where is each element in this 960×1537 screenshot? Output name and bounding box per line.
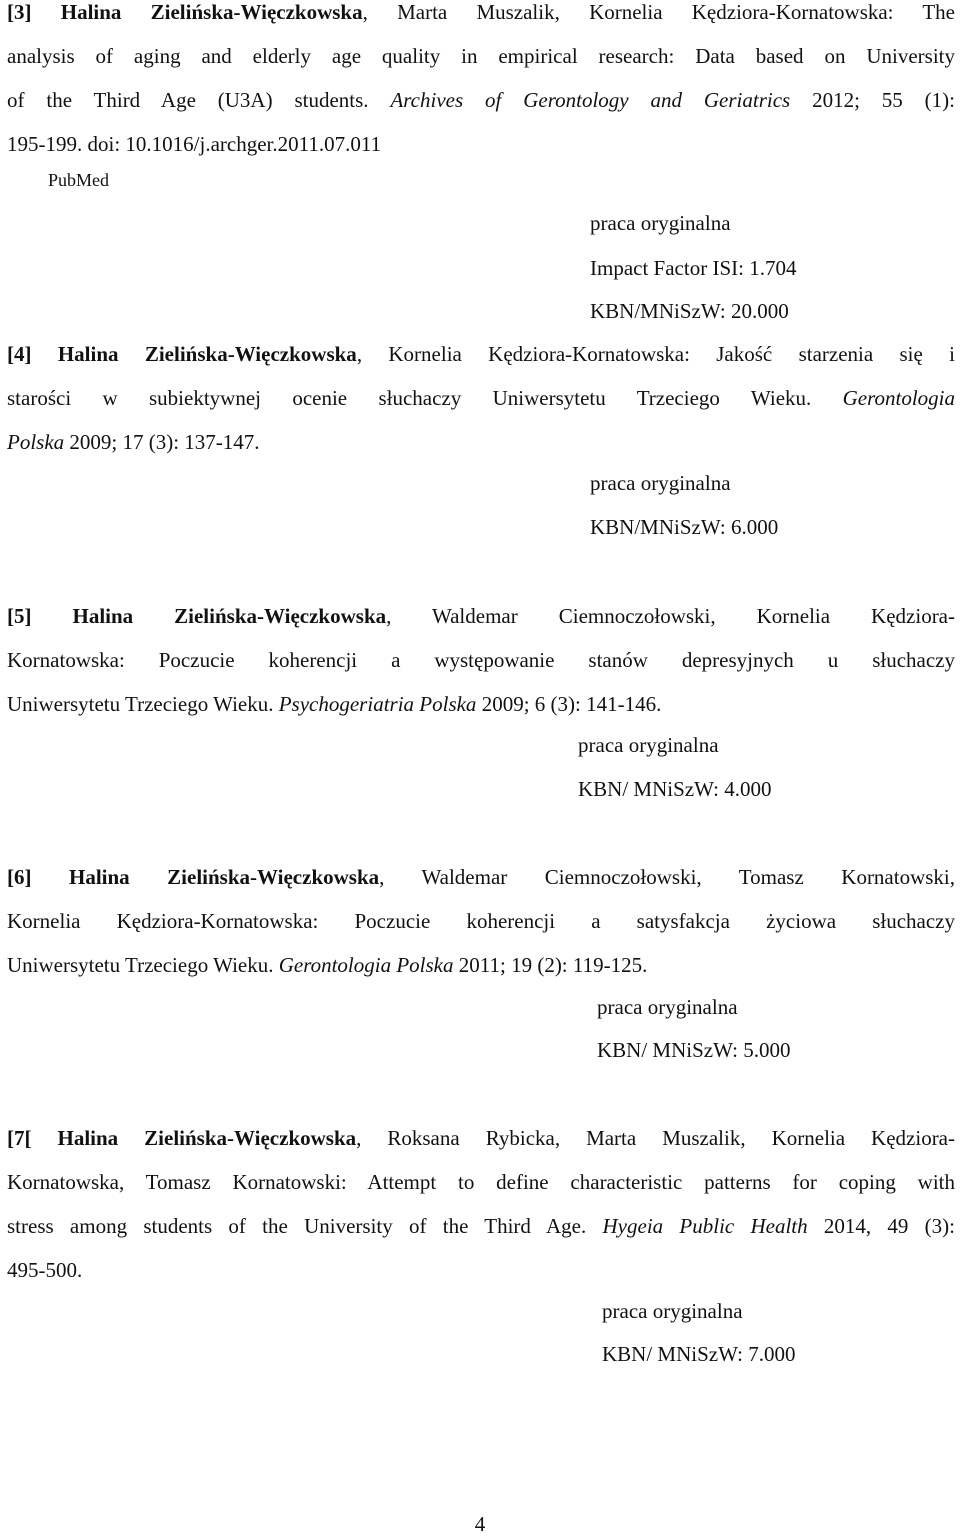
reference-7-coauthors: , Roksana Rybicka, Marta Muszalik, Kornelia Kędziora- bbox=[356, 1126, 955, 1150]
reference-4-journal-part-1: Gerontologia bbox=[842, 386, 955, 410]
reference-7-number: [7[ bbox=[7, 1126, 32, 1150]
reference-3-line-2: analysis of aging and elderly age quality in empirical research: Data based on University bbox=[7, 44, 955, 68]
reference-5-line-1 bbox=[7, 594, 955, 638]
reference-7-journal: Hygeia Public Health bbox=[602, 1214, 808, 1238]
reference-6-volume: 2011; 19 (2): 119-125. bbox=[453, 953, 648, 977]
reference-7-kbn-score: KBN/ MNiSzW: 7.000 bbox=[602, 1342, 796, 1366]
reference-7-line-3 bbox=[7, 1204, 955, 1248]
reference-3-line-3 bbox=[7, 78, 955, 122]
reference-4 bbox=[7, 332, 955, 464]
reference-7-type: praca oryginalna bbox=[602, 1299, 743, 1323]
reference-4-line-2 bbox=[7, 376, 955, 420]
reference-3-lead-author: Halina Zielińska-Więczkowska bbox=[60, 0, 363, 24]
reference-6-title-end: Uniwersytetu Trzeciego Wieku. bbox=[7, 953, 279, 977]
reference-5-kbn-score: KBN/ MNiSzW: 4.000 bbox=[578, 777, 772, 801]
reference-5-title-end: Uniwersytetu Trzeciego Wieku. bbox=[7, 692, 279, 716]
reference-3-title-end: of the Third Age (U3A) students. bbox=[7, 88, 391, 112]
reference-7-lead-author: Halina Zielińska-Więczkowska bbox=[57, 1126, 357, 1150]
reference-3-type: praca oryginalna bbox=[590, 211, 731, 235]
reference-4-line-3 bbox=[7, 420, 955, 464]
reference-5-line-2: Kornatowska: Poczucie koherencji a występowanie stanów depresyjnych u słuchaczy bbox=[7, 648, 955, 672]
reference-4-volume: 2009; 17 (3): 137-147. bbox=[64, 430, 260, 454]
reference-7-line-1 bbox=[7, 1116, 955, 1160]
reference-6-line-2: Kornelia Kędziora-Kornatowska: Poczucie koherencji a satysfakcja życiowa słuchaczy bbox=[7, 909, 955, 933]
reference-3-pages-doi: 195-199. doi: 10.1016/j.archger.2011.07.011 bbox=[7, 132, 382, 156]
reference-4-number: [4] bbox=[7, 342, 32, 366]
reference-4-kbn-score: KBN/MNiSzW: 6.000 bbox=[590, 515, 779, 539]
reference-3-volume: 2012; 55 (1): bbox=[790, 88, 956, 112]
reference-4-line-1 bbox=[7, 332, 955, 376]
reference-5-number: [5] bbox=[7, 604, 32, 628]
reference-3-kbn-score: KBN/MNiSzW: 20.000 bbox=[590, 299, 789, 323]
reference-6-line-1 bbox=[7, 855, 955, 899]
reference-6-coauthors: , Waldemar Ciemnoczołowski, Tomasz Kornatowski, bbox=[379, 865, 956, 889]
reference-3-line-1 bbox=[7, 0, 955, 34]
reference-7-line-2: Kornatowska, Tomasz Kornatowski: Attempt to define characteristic patterns for coping with bbox=[7, 1170, 955, 1194]
reference-6-kbn-score: KBN/ MNiSzW: 5.000 bbox=[597, 1038, 791, 1062]
reference-7-title-end: stress among students of the University of the Third Age. bbox=[7, 1214, 603, 1238]
reference-5-line-3 bbox=[7, 682, 955, 726]
reference-5 bbox=[7, 594, 955, 726]
reference-3-impact-factor: Impact Factor ISI: 1.704 bbox=[590, 256, 797, 280]
reference-7 bbox=[7, 1116, 955, 1292]
reference-3-coauthors: , Marta Muszalik, Kornelia Kędziora-Kornatowska: The bbox=[362, 0, 956, 24]
reference-4-journal-part-2: Polska bbox=[7, 430, 65, 454]
reference-4-title-end: starości w subiektywnej ocenie słuchaczy Uniwersytetu Trzeciego Wieku. bbox=[7, 386, 843, 410]
pubmed-link[interactable]: PubMed bbox=[48, 170, 110, 190]
reference-5-journal: Psychogeriatria Polska bbox=[278, 692, 477, 716]
reference-5-coauthors: , Waldemar Ciemnoczołowski, Kornelia Kędziora- bbox=[386, 604, 955, 628]
reference-5-lead-author: Halina Zielińska-Więczkowska bbox=[72, 604, 387, 628]
reference-6 bbox=[7, 855, 955, 987]
reference-4-lead-author: Halina Zielińska-Więczkowska bbox=[57, 342, 357, 366]
reference-6-number: [6] bbox=[7, 865, 32, 889]
page-number: 4 bbox=[474, 1512, 486, 1536]
reference-6-journal: Gerontologia Polska bbox=[278, 953, 454, 977]
reference-6-line-3 bbox=[7, 943, 955, 987]
reference-6-lead-author: Halina Zielińska-Więczkowska bbox=[69, 865, 380, 889]
reference-6-type: praca oryginalna bbox=[597, 995, 738, 1019]
reference-4-type: praca oryginalna bbox=[590, 471, 731, 495]
reference-5-type: praca oryginalna bbox=[578, 733, 719, 757]
reference-4-coauthors: , Kornelia Kędziora-Kornatowska: Jakość starzenia się i bbox=[356, 342, 955, 366]
reference-7-pages: 495-500. bbox=[7, 1258, 83, 1282]
reference-3-number: [3] bbox=[7, 0, 32, 24]
reference-7-volume: 2014, 49 (3): bbox=[807, 1214, 955, 1238]
reference-5-volume: 2009; 6 (3): 141-146. bbox=[476, 692, 662, 716]
reference-3 bbox=[7, 0, 955, 166]
reference-3-journal: Archives of Gerontology and Geriatrics bbox=[390, 88, 791, 112]
